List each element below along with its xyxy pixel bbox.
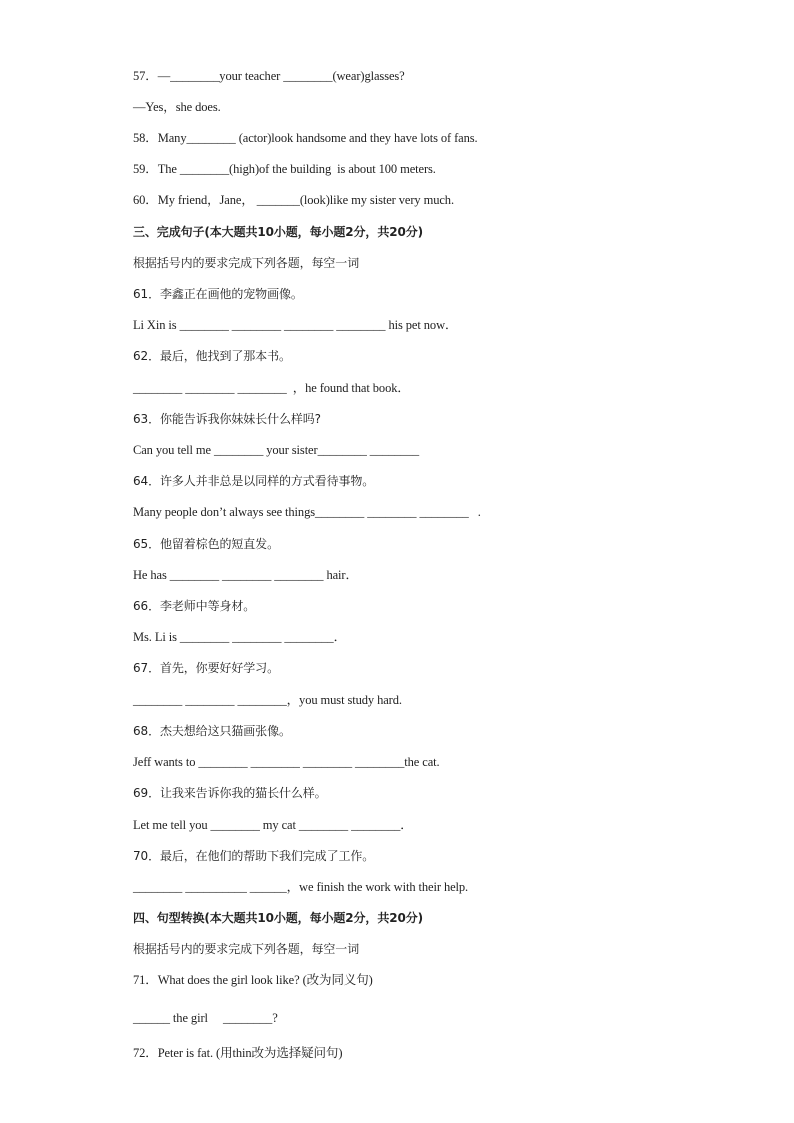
q70-prompt: 70．最后，在他们的帮助下我们完成了工作。 [133,849,375,863]
q57-answer-line: —Yes，she does. [133,100,221,114]
q65-prompt: 65．他留着棕色的短直发。 [133,537,279,551]
q71-line: ______ the girl ________? [133,1011,278,1025]
q68-line: Jeff wants to ________ ________ ________ ________the cat. [133,755,440,769]
section-3-instructions: 根据括号内的要求完成下列各题，每空一词 [133,256,360,270]
section-4-instructions: 根据括号内的要求完成下列各题，每空一词 [133,942,360,956]
q66-prompt: 66．李老师中等身材。 [133,599,256,613]
q62-prompt: 62．最后，他找到了那本书。 [133,349,291,363]
q69-line: Let me tell you ________ my cat ________ ________． [133,818,413,832]
q69-prompt: 69．让我来告诉你我的猫长什么样。 [133,786,327,800]
section-3-heading: 三、完成句子(本大题共10小题，每小题2分，共20分) [133,225,424,239]
q67-line: ________ ________ ________，you must study hard. [133,693,402,707]
q63-prompt: 63．你能告诉我你妹妹长什么样吗? [133,412,321,426]
q64-line: Many people don’t always see things________ ________ ________ . [133,505,481,519]
q60-line: 60．My friend，Jane， _______(look)like my sister very much. [133,193,454,207]
q59-line: 59．The ________(high)of the building is about 100 meters. [133,162,436,176]
q72-prompt: 72．Peter is fat. (用thin改为选择疑问句) [133,1046,343,1060]
q61-prompt: 61．李鑫正在画他的宠物画像。 [133,287,303,301]
q61-line: Li Xin is ________ ________ ________ ________ his pet now． [133,318,458,332]
q71-prompt: 71．What does the girl look like? (改为同义句) [133,973,373,987]
q64-prompt: 64．许多人并非总是以同样的方式看待事物。 [133,474,375,488]
q63-line: Can you tell me ________ your sister________ ________ [133,443,419,457]
q65-line: He has ________ ________ ________ hair． [133,568,358,582]
q58-line: 58．Many________ (actor)look handsome and they have lots of fans. [133,131,478,145]
q62-line: ________ ________ ________ ，he found that book． [133,381,410,395]
q66-line: Ms. Li is ________ ________ ________． [133,630,346,644]
q70-line: ________ __________ ______，we finish the work with their help. [133,880,469,894]
q57-line: 57．—________your teacher ________(wear)glasses? [133,69,405,83]
section-4-heading: 四、句型转换(本大题共10小题，每小题2分，共20分) [133,911,424,925]
q67-prompt: 67．首先，你要好好学习。 [133,661,279,675]
q68-prompt: 68．杰夫想给这只猫画张像。 [133,724,291,738]
